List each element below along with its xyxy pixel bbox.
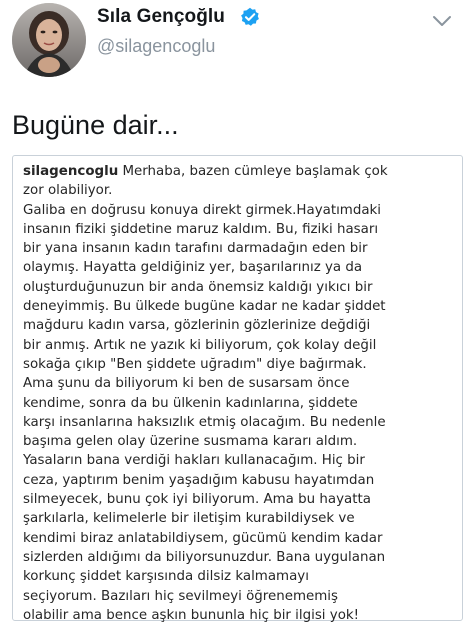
caption-line: seçiyorum. Bazıları hiç sevilmeyi öğrenememiş <box>23 588 338 604</box>
caption-line: bir anmış. Artık ne yazık ki biliyorum, çok kolay değil <box>23 337 377 353</box>
caption-line: bir yana insanın kadın tarafını darmadağın eden bir <box>23 241 368 257</box>
caption-first-line: Merhaba, bazen cümleye başlamak çok <box>118 164 388 179</box>
caption-line: olabilir ama bence aşkın bununla hiç bir ilgisi yok! <box>23 607 360 623</box>
tweet-text: Bugüne dair... <box>12 110 179 140</box>
caption-line: oluşturduğunuzun bir anda önemsiz kaldığı yıkıcı bir <box>23 279 373 295</box>
caption-line: Galiba en doğrusu konuya direkt girmek.Hayatımdaki <box>23 202 382 218</box>
caption <box>23 162 455 625</box>
caption-line: ceza, yaptırım benim yaşadığım kabusu hayatımdan <box>23 472 375 488</box>
caption-line: sizlerden aldığımı da biliyorsunuzdur. Bana uygulanan <box>23 549 386 565</box>
caption-username[interactable]: silagencoglu <box>23 164 119 179</box>
caption-line: korkunç şiddet karşısında dilsiz kalmamayı <box>23 569 309 585</box>
caption-line: deneyimmiş. Bu ülkede bugüne kadar ne kadar şiddet <box>23 299 386 315</box>
verified-badge-icon <box>240 7 260 27</box>
caption-line: şarkılarla, kelimelerle bir iletişim kurabildiysek ve <box>23 511 355 527</box>
caption-line: sokağa çıkıp "Ben şiddete uğradım" diye bağırmak. <box>23 356 367 372</box>
caption-line: mağduru kadın varsa, gözlerinin gözlerinize değdiği <box>23 318 371 334</box>
chevron-down-icon[interactable] <box>432 14 452 28</box>
handle[interactable]: @silagencoglu <box>97 36 216 56</box>
caption-line: kendime, sonra da bu ülkenin kadınlarına, şiddete <box>23 395 358 411</box>
tweet-header <box>0 0 474 88</box>
caption-line: karşı insanlarına haksızlık etmiş olacağım. Bu nedenle <box>23 414 386 430</box>
profile-photo-icon <box>12 3 86 77</box>
caption-line <box>23 162 455 181</box>
caption-line: silmeyecek, bunu çok iyi biliyorum. Ama bu hayatta <box>23 492 371 508</box>
caption-line: kendimi biraz anlatabildiysem, gücümü kendim kadar <box>23 530 383 546</box>
caption-line: olaymış. Hayatta geldiğiniz yer, başarılarınız ya da <box>23 260 363 276</box>
avatar[interactable] <box>12 3 86 77</box>
caption-line: Yasaların bana verdiği hakları kullanacağım. Hiç bir <box>23 453 365 469</box>
caption-line: başıma gelen olay üzerine susmama kararı aldım. <box>23 434 358 450</box>
display-name[interactable]: Sıla Gençoğlu <box>97 6 225 27</box>
caption-line: zor olabiliyor. <box>23 183 113 199</box>
embedded-image[interactable] <box>12 155 463 621</box>
caption-line: Ama şunu da biliyorum ki ben de susarsam önce <box>23 376 350 392</box>
caption-line: insanın fiziki şiddetine maruz kaldım. Bu, fiziki hasarı <box>23 221 379 237</box>
